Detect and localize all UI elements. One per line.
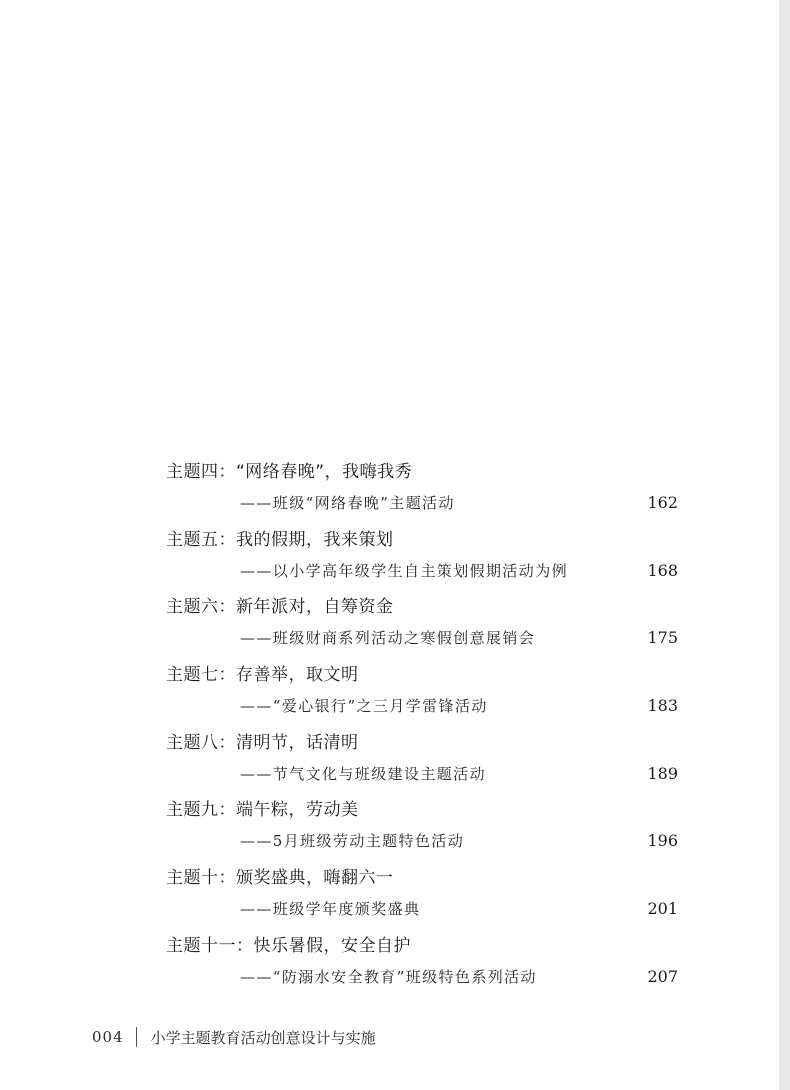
toc-entry[interactable] bbox=[166, 864, 678, 932]
toc-entry-page-number: 189 bbox=[647, 763, 678, 783]
toc-entry-subtitle: ——5月班级劳动主题特色活动 bbox=[240, 832, 465, 851]
toc-entry-subtitle: ——班级财商系列活动之寒假创意展销会 bbox=[240, 629, 536, 648]
toc-entry[interactable] bbox=[166, 932, 678, 1000]
toc-entry-page-number: 162 bbox=[647, 493, 678, 512]
toc-entry-title: 主题六：新年派对，自筹资金 bbox=[166, 597, 394, 618]
toc-entry-title: 主题十一：快乐暑假，安全自护 bbox=[166, 935, 411, 956]
toc-entry-page-number: 175 bbox=[647, 628, 678, 648]
toc-entry-page-number: 183 bbox=[647, 696, 678, 716]
toc-entry[interactable] bbox=[166, 796, 678, 864]
toc-entry-subtitle: ——“防溺水安全教育”班级特色系列活动 bbox=[240, 967, 537, 986]
toc-entry-title: 主题十：颁奖盛典，嗨翻六一 bbox=[166, 868, 394, 889]
toc-entry-subtitle: ——“爱心银行”之三月学雷锋活动 bbox=[240, 697, 488, 716]
footer-divider bbox=[136, 1027, 137, 1047]
toc-entry-subtitle: ——以小学高年级学生自主策划假期活动为例 bbox=[240, 561, 569, 580]
page-edge-strip bbox=[779, 0, 790, 1090]
toc-entry-title: 主题八：清明节，话清明 bbox=[166, 732, 359, 753]
toc-entry-page-number: 168 bbox=[647, 560, 678, 580]
toc-entry-title: 主题四：“网络春晚”，我嗨我秀 bbox=[166, 462, 413, 482]
footer-page-number: 004 bbox=[92, 1028, 124, 1046]
toc-entry-page-number: 196 bbox=[647, 831, 678, 851]
toc-entry[interactable] bbox=[166, 593, 678, 661]
footer-book-title: 小学主题教育活动创意设计与实施 bbox=[150, 1028, 376, 1047]
toc-entry-subtitle: ——班级“网络春晚”主题活动 bbox=[240, 494, 455, 512]
toc-entry[interactable] bbox=[166, 729, 678, 797]
toc-entry-page-number: 201 bbox=[647, 899, 678, 919]
toc-entry[interactable] bbox=[166, 526, 678, 594]
toc-entry-title: 主题九：端午粽，劳动美 bbox=[166, 800, 359, 821]
toc-entry-title: 主题五：我的假期，我来策划 bbox=[166, 529, 394, 550]
toc-entry-subtitle: ——班级学年度颁奖盛典 bbox=[240, 900, 421, 919]
toc-entry[interactable] bbox=[166, 458, 678, 526]
table-of-contents bbox=[166, 458, 678, 1000]
toc-entry-subtitle: ——节气文化与班级建设主题活动 bbox=[240, 764, 487, 783]
toc-entry-title: 主题七：存善举，取文明 bbox=[166, 665, 359, 686]
toc-entry-page-number: 207 bbox=[647, 966, 678, 986]
toc-entry[interactable] bbox=[166, 661, 678, 729]
page-footer bbox=[92, 1026, 376, 1048]
